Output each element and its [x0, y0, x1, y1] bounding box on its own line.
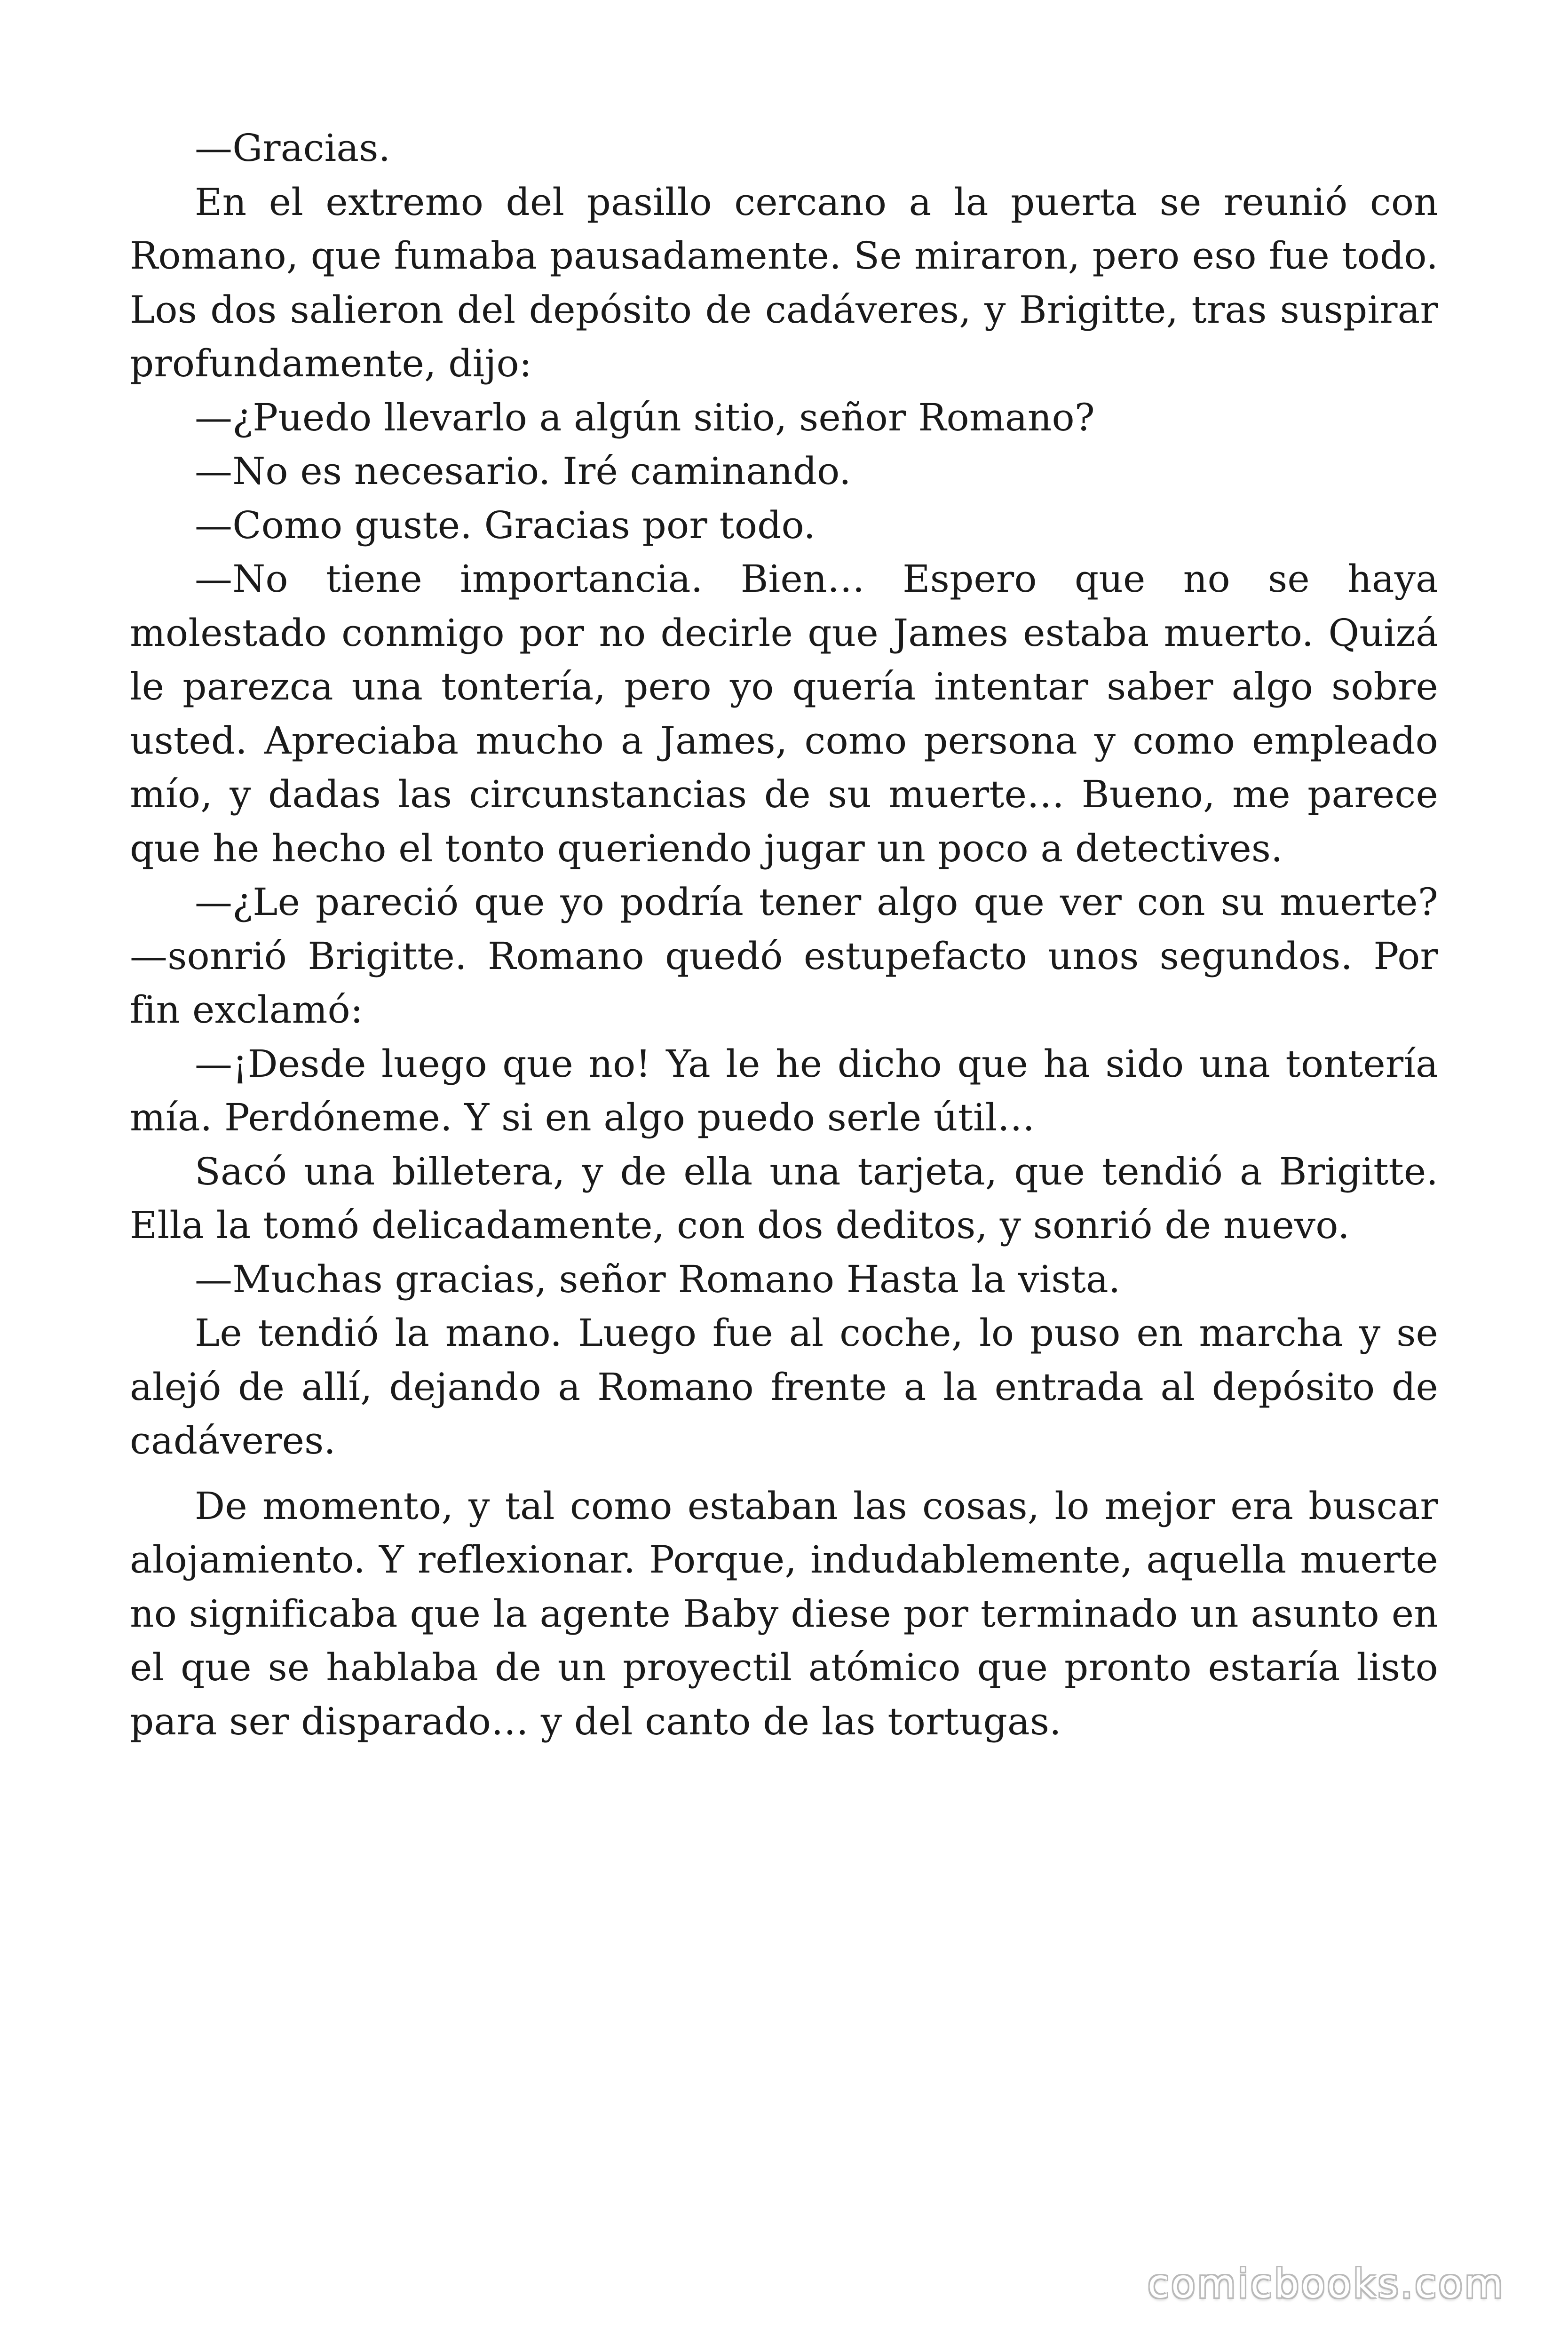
paragraph: —Como guste. Gracias por todo. — [195, 503, 816, 547]
paragraph: —¿Puedo llevarlo a algún sitio, señor Romano? — [195, 395, 1095, 439]
paragraph: —Gracias. — [195, 126, 391, 170]
paragraph: —¡Desde luego que no! Ya le he dicho que ha sido una tontería mía. Perdóneme. Y si en algo puedo serle útil… — [130, 1041, 1438, 1139]
paragraph: Sacó una billetera, y de ella una tarjeta, que tendió a Brigitte. Ella la tomó delicadamente, con dos deditos, y sonrió de nuevo. — [130, 1149, 1438, 1247]
paragraph: De momento, y tal como estaban las cosas, lo mejor era buscar alojamiento. Y reflexionar. Porque, indudablemente, aquella muerte no significaba que la agente Baby diese por terminado un asunto en el que se hablaba de un proyectil atómico que pronto estaría listo para ser disparado… y del canto de las tortugas. — [130, 1484, 1438, 1743]
paragraph: —No es necesario. Iré caminando. — [195, 449, 851, 493]
paragraph: Le tendió la mano. Luego fue al coche, lo puso en marcha y se alejó de allí, dejando a Romano frente a la entrada al depósito de cadáveres. — [130, 1311, 1438, 1462]
paragraph: —Muchas gracias, señor Romano Hasta la vista. — [195, 1257, 1121, 1301]
body-text — [130, 121, 1438, 1748]
paragraph: —¿Le pareció que yo podría tener algo que ver con su muerte? —sonrió Brigitte. Romano quedó estupefacto unos segundos. Por fin exclamó: — [130, 880, 1438, 1032]
watermark-logo: comicbooks.com — [1148, 2261, 1505, 2307]
paragraph: En el extremo del pasillo cercano a la puerta se reunió con Romano, que fumaba pausadamente. Se miraron, pero eso fue todo. Los dos salieron del depósito de cadáveres, y Brigitte, tras suspirar profundamente, dijo: — [130, 180, 1438, 385]
paragraph: —No tiene importancia. Bien… Espero que no se haya molestado conmigo por no decirle que James estaba muerto. Quizá le parezca una tontería, pero yo quería intentar saber algo sobre usted. Apreciaba mucho a James, como persona y como empleado mío, y dadas las circunstancias de su muerte… Bueno, me parece que he hecho el tonto queriendo jugar un poco a detectives. — [130, 557, 1438, 870]
